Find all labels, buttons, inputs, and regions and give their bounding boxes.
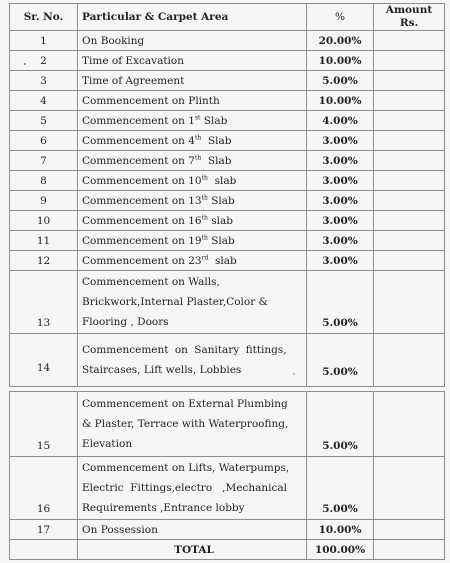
sr-cell: 1 xyxy=(10,31,78,51)
amount-cell xyxy=(374,71,445,91)
particular-cell xyxy=(78,334,307,387)
table-row xyxy=(10,111,445,131)
sr-cell: 6 xyxy=(10,131,78,151)
table-header-row xyxy=(10,4,445,31)
table-row xyxy=(10,51,445,71)
amount-cell xyxy=(374,131,445,151)
amount-cell xyxy=(374,171,445,191)
header-particular: Particular & Carpet Area xyxy=(78,4,307,31)
sr-cell: 4 xyxy=(10,91,78,111)
sr-cell: 14 xyxy=(10,334,78,387)
percent-cell: 10.00% xyxy=(307,520,374,540)
particular-cell xyxy=(78,271,307,334)
particular-line: Commencement on Sanitary fittings, xyxy=(82,344,287,356)
sr-cell: 15 xyxy=(10,392,78,457)
particular-text: Commencement on 19 xyxy=(82,234,202,247)
header-sr-no: Sr. No. xyxy=(10,4,78,31)
amount-cell xyxy=(374,520,445,540)
amount-cell xyxy=(374,31,445,51)
percent-cell: 20.00% xyxy=(307,31,374,51)
amount-cell xyxy=(374,334,445,387)
particular-cell xyxy=(78,231,307,251)
ordinal-suffix: th xyxy=(201,194,208,201)
particular-line: Brickwork,Internal Plaster,Color & xyxy=(82,296,268,308)
particular-text: slab xyxy=(208,254,237,267)
particular-line: Commencement on Walls, xyxy=(82,276,220,288)
header-amount xyxy=(374,4,445,31)
particular-cell xyxy=(78,211,307,231)
particular-cell: Time of Agreement xyxy=(78,71,307,91)
sr-cell: 5 xyxy=(10,111,78,131)
particular-text: slab xyxy=(207,214,233,227)
particular-text: Commencement on 23 xyxy=(82,254,202,267)
table-row xyxy=(10,31,445,51)
amount-cell xyxy=(374,211,445,231)
total-label: TOTAL xyxy=(78,540,307,560)
percent-cell: 5.00% xyxy=(307,271,374,334)
particular-text: Slab xyxy=(201,134,232,147)
percent-cell: 3.00% xyxy=(307,251,374,271)
percent-cell: 5.00% xyxy=(307,71,374,91)
particular-cell xyxy=(78,111,307,131)
particular-text: Slab xyxy=(200,114,228,127)
header-amount-line2: Rs. xyxy=(399,17,419,29)
table-row xyxy=(10,191,445,211)
amount-cell xyxy=(374,540,445,560)
percent-cell: 4.00% xyxy=(307,111,374,131)
particular-cell xyxy=(78,191,307,211)
ordinal-suffix: th xyxy=(201,214,208,221)
particular-text: Slab xyxy=(207,234,235,247)
particular-cell xyxy=(78,457,307,520)
percent-cell: 3.00% xyxy=(307,191,374,211)
percent-cell: 10.00% xyxy=(307,91,374,111)
table-row xyxy=(10,520,445,540)
amount-cell xyxy=(374,151,445,171)
particular-line: & Plaster, Terrace with Waterproofing, xyxy=(82,418,289,430)
particular-text: Commencement on 13 xyxy=(82,194,202,207)
total-percent: 100.00% xyxy=(307,540,374,560)
ordinal-suffix: st xyxy=(194,114,201,121)
ordinal-suffix: th xyxy=(194,154,202,161)
amount-cell xyxy=(374,51,445,71)
particular-text: Commencement on 7 xyxy=(82,154,195,167)
sr-cell: 12 xyxy=(10,251,78,271)
particular-line: Commencement on Lifts, Waterpumps, xyxy=(82,462,290,474)
particular-line: Flooring , Doors xyxy=(82,316,169,328)
sr-cell: 10 xyxy=(10,211,78,231)
sr-cell: 7 xyxy=(10,151,78,171)
amount-cell xyxy=(374,191,445,211)
amount-cell xyxy=(374,457,445,520)
particular-cell: Time of Excavation xyxy=(78,51,307,71)
particular-cell xyxy=(78,171,307,191)
amount-cell xyxy=(374,111,445,131)
total-row xyxy=(10,540,445,560)
percent-cell: 5.00% xyxy=(307,392,374,457)
particular-text: slab xyxy=(207,174,237,187)
particular-cell xyxy=(78,392,307,457)
particular-cell: Commencement on Plinth xyxy=(78,91,307,111)
table-row xyxy=(10,457,445,520)
particular-text: Commencement on 16 xyxy=(82,214,202,227)
ordinal-suffix: th xyxy=(201,174,208,181)
particular-line: Staircases, Lift wells, Lobbies xyxy=(82,364,242,376)
table-row xyxy=(10,171,445,191)
sr-cell: 13 xyxy=(10,271,78,334)
payment-schedule-table-bottom xyxy=(9,391,445,560)
table-row xyxy=(10,392,445,457)
amount-cell xyxy=(374,91,445,111)
particular-cell xyxy=(78,251,307,271)
ordinal-suffix: th xyxy=(201,234,208,241)
sr-cell: 3 xyxy=(10,71,78,91)
payment-schedule-table-top xyxy=(9,3,445,387)
amount-cell xyxy=(374,392,445,457)
table-row xyxy=(10,251,445,271)
percent-cell: 3.00% xyxy=(307,151,374,171)
sr-cell: 8 xyxy=(10,171,78,191)
sr-cell xyxy=(10,540,78,560)
amount-cell xyxy=(374,231,445,251)
ordinal-suffix: rd xyxy=(201,254,209,261)
particular-line: Commencement on External Plumbing xyxy=(82,398,288,410)
header-amount-line1: Amount xyxy=(385,4,433,16)
percent-cell: 10.00% xyxy=(307,51,374,71)
table-row xyxy=(10,271,445,334)
sr-cell: 2 xyxy=(10,51,78,71)
header-percent: % xyxy=(307,4,374,31)
particular-line: Elevation xyxy=(82,438,133,450)
particular-line: Requirements ,Entrance lobby xyxy=(82,502,245,514)
sr-cell: 9 xyxy=(10,191,78,211)
amount-cell xyxy=(374,271,445,334)
table-row xyxy=(10,211,445,231)
particular-cell: On Possession xyxy=(78,520,307,540)
sr-cell: 16 xyxy=(10,457,78,520)
percent-cell: 5.00% xyxy=(307,457,374,520)
particular-text: Slab xyxy=(207,194,235,207)
particular-text: Slab xyxy=(201,154,232,167)
particular-text: Commencement on 4 xyxy=(82,134,195,147)
table-row xyxy=(10,71,445,91)
particular-cell xyxy=(78,151,307,171)
percent-cell: 5.00% xyxy=(307,334,374,387)
particular-cell: On Booking xyxy=(78,31,307,51)
table-row xyxy=(10,334,445,387)
table-row xyxy=(10,131,445,151)
table-row xyxy=(10,151,445,171)
percent-cell: 3.00% xyxy=(307,231,374,251)
particular-line: Electric Fittings,electro ,Mechanical xyxy=(82,482,287,494)
amount-cell xyxy=(374,251,445,271)
sr-cell: 17 xyxy=(10,520,78,540)
table-row xyxy=(10,91,445,111)
percent-cell: 3.00% xyxy=(307,211,374,231)
particular-text: Commencement on 10 xyxy=(82,174,202,187)
ordinal-suffix: th xyxy=(194,134,202,141)
sr-cell: 11 xyxy=(10,231,78,251)
particular-text: Commencement on 1 xyxy=(82,114,195,127)
percent-cell: 3.00% xyxy=(307,171,374,191)
table-row xyxy=(10,231,445,251)
percent-cell: 3.00% xyxy=(307,131,374,151)
particular-cell xyxy=(78,131,307,151)
